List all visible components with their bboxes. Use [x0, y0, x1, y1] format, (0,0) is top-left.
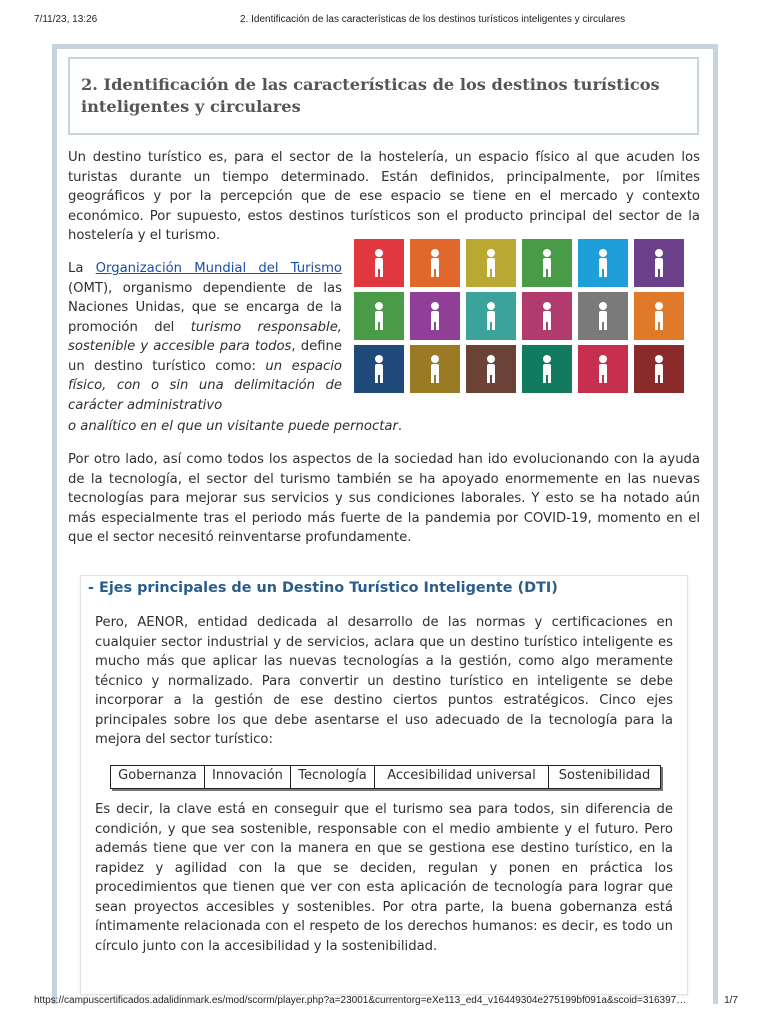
axis-governance: Gobernanza: [111, 766, 205, 788]
omt-definition: un espacio físico, con o sin una delimitación de carácter administrativo: [68, 358, 342, 413]
wheelchair-icon: [578, 239, 628, 287]
person-with-luggage-icon: [410, 345, 460, 393]
pregnant-woman-icon: [466, 239, 516, 287]
print-title: 2. Identificación de las características de los destinos turísticos inteligentes y circulares: [240, 14, 626, 25]
title-box: [68, 57, 699, 135]
conclusion-paragraph: Es decir, la clave está en conseguir que el turismo sea para todos, sin diferencia de condición, y que sea sostenible, responsable con el medio ambiente y el futuro. Pero además tiene que ver con la manera en que se gestiona ese destino turístico, en la rapidez y agilidad con la que se deciden, regulan y ponen en práctica los procedimientos que tienen que ver con esta aplicación de tecnología para lograr que sean proyectos accesibles y sostenibles. Por otra parte, la buena gobernanza está íntimamente relacionada con el respeto de los derechos humanos: es decir, es todo un círculo junto con la accesibilidad y la sostenibilidad.: [95, 802, 673, 954]
accessibility-icon-grid: [354, 239, 690, 397]
axis-accessibility: Accesibilidad universal: [375, 766, 549, 788]
elderly-person-icon: [578, 292, 628, 340]
omt-paragraph-end: [68, 417, 468, 437]
print-url: https://campuscertificados.adalidinmark.es/mod/scorm/player.php?a=23001&currentorg=eXe113_ed4_v16449304e275199bf091a&scoid=316397…: [34, 995, 687, 1006]
print-footer: [0, 995, 768, 1013]
family-group-icon: [466, 345, 516, 393]
axis-technology: Tecnología: [291, 766, 375, 788]
aenor-paragraph: Pero, AENOR, entidad dedicada al desarrollo de las normas y certificaciones en cualquier sector industrial y de servicios, aclara que un destino turístico inteligente es mucho más que aplicar las nuevas tecnologías a la gestión, como algo meramente técnico y normalizado. Para convertir un destino turístico en inteligente se debe incorporar a la gestión de ese destino ciertos puntos estratégicos. Cinco ejes principales sobre los que debe asentarse el uso adecuado de la tecnología para la mejora del sector turístico:: [95, 615, 673, 747]
omt-paragraph: [68, 259, 342, 415]
person-icon: [410, 292, 460, 340]
family-with-stroller-icon: [354, 345, 404, 393]
person-with-cane-icon: [354, 292, 404, 340]
person-with-bags-icon: [578, 345, 628, 393]
parent-with-stroller-icon: [522, 345, 572, 393]
technology-paragraph: Por otro lado, así como todos los aspectos de la sociedad han ido evolucionando con la ayuda de la tecnología, el sector del turismo también se ha apoyado enormemente en las nuevas tecnologías para mejorar sus servicios y sus condiciones laborales. Y esto se ha notado aún más especialmente tras el periodo más fuerte de la pandemia por COVID-19, momento en el que el sector necesitó reinventarse profundamente.: [68, 452, 700, 545]
print-date: 7/11/23, 13:26: [34, 14, 98, 25]
omt-end: .: [397, 419, 403, 434]
child-with-balloon-icon: [354, 239, 404, 287]
print-page-number: 1/7: [724, 995, 738, 1006]
dti-axes-table: [110, 765, 661, 789]
omt-prefix: La: [68, 261, 96, 276]
omt-text-2: , define un destino turístico como:: [68, 339, 342, 374]
person-icon: [410, 239, 460, 287]
person-with-crutches-icon: [466, 292, 516, 340]
omt-link[interactable]: Organización Mundial del Turismo: [95, 261, 342, 276]
person-with-cart-icon: [634, 345, 684, 393]
omt-text-1: (OMT), organismo dependiente de las Naciones Unidas, que se encarga de la promoción del: [68, 280, 342, 335]
omt-definition-end: o analítico en el que un visitante puede pernoctar: [68, 419, 398, 434]
page-title: 2. Identificación de las características de los destinos turísticos inteligentes y circulares: [81, 75, 660, 116]
axis-sustainability: Sostenibilidad: [558, 768, 651, 783]
pregnant-woman-icon: [522, 292, 572, 340]
person-with-guide-dog-icon: [522, 239, 572, 287]
dti-section-title: - Ejes principales de un Destino Turístico Inteligente (DTI): [88, 580, 558, 596]
omt-italic-1: turismo responsable, sostenible y accesible para todos: [68, 319, 343, 354]
elderly-with-walker-icon: [634, 239, 684, 287]
intro-paragraph: Un destino turístico es, para el sector de la hostelería, un espacio físico al que acuden los turistas durante un tiempo determinado. Están definidos, principalmente, por límites geográficos y por la percepción que de ese espacio se tiene en el mercado y contexto económico. Por supuesto, estos destinos turísticos son el producto principal del sector de la hostelería y el turismo.: [68, 150, 700, 243]
person-pushing-wheelchair-icon: [634, 292, 684, 340]
print-header: [0, 14, 768, 32]
axis-innovation: Innovación: [205, 766, 291, 788]
